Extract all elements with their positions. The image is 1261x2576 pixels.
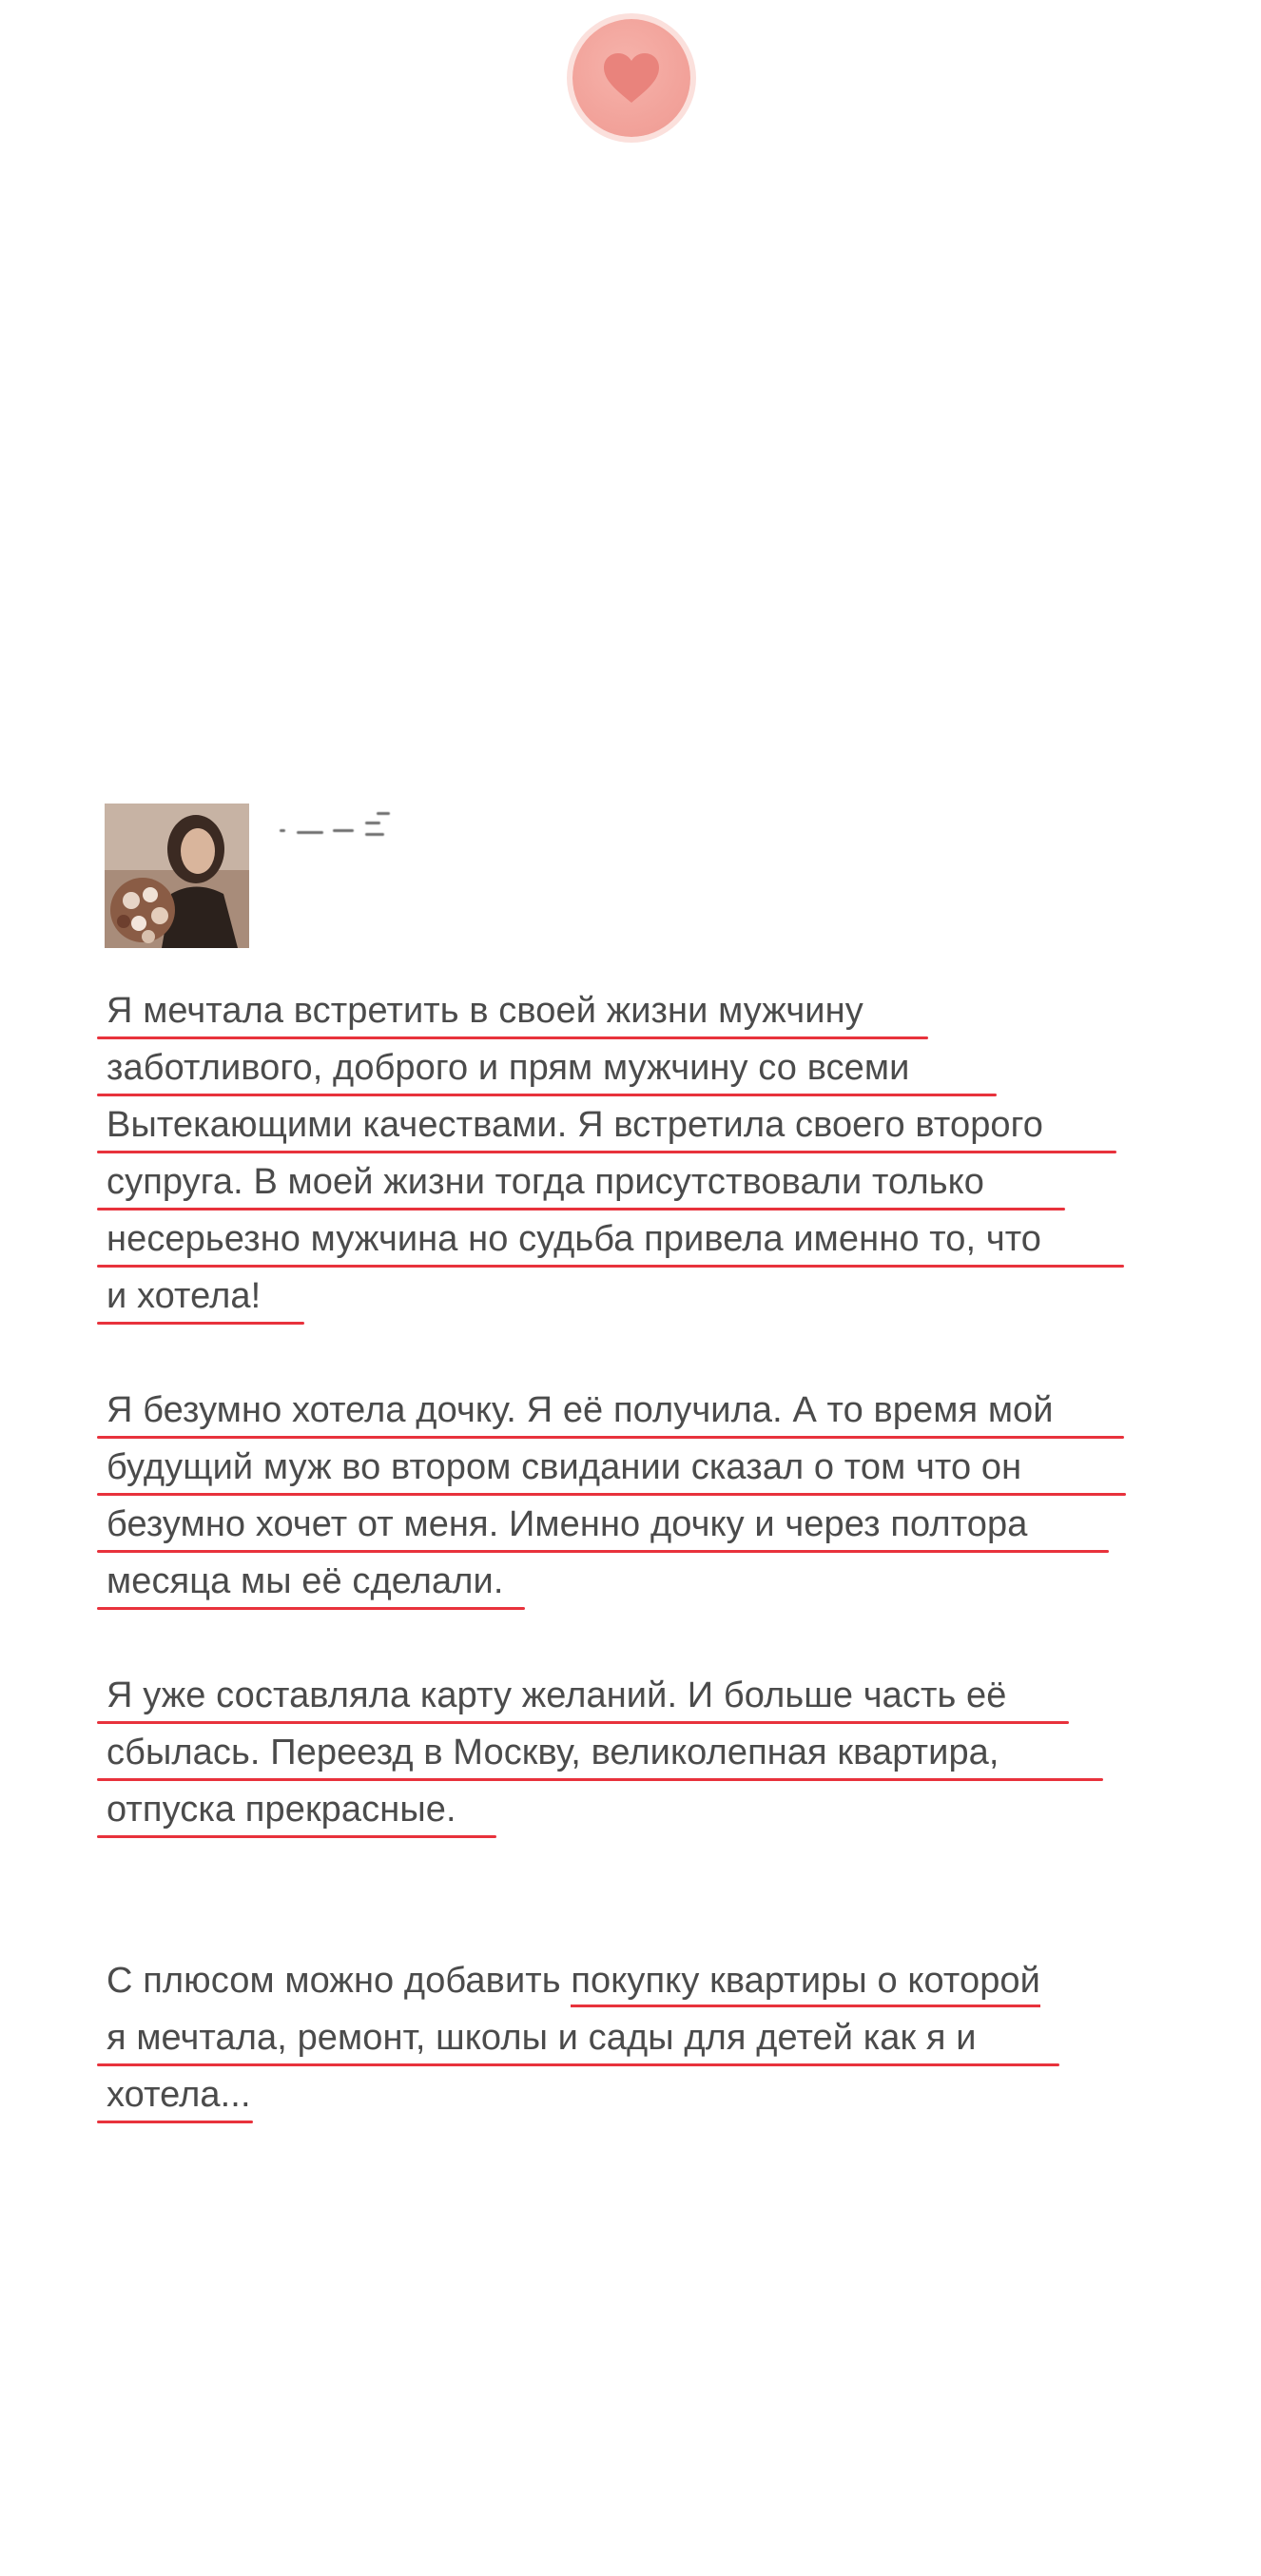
text-line: Я безумно хотела дочку. Я её получила. А то время мой <box>107 1386 1153 1443</box>
user-avatar-photo <box>105 804 249 948</box>
username-redacted <box>278 808 449 846</box>
text-line: Я мечтала встретить в своей жизни мужчину <box>107 987 1153 1044</box>
text-line: Вытекающими качествами. Я встретила своего второго <box>107 1101 1153 1158</box>
text-line: отпуска прекрасные. <box>107 1786 1153 1843</box>
text-line: несерьезно мужчина но судьба привела именно то, что <box>107 1215 1153 1272</box>
text-line: С плюсом можно добавить покупку квартиры о которой <box>107 1957 1153 2014</box>
text-line: будущий муж во втором свидании сказал о том что он <box>107 1443 1153 1501</box>
text-line: супруга. В моей жизни тогда присутствовали только <box>107 1158 1153 1215</box>
heart-icon <box>602 51 661 105</box>
text-line: сбылась. Переезд в Москву, великолепная квартира, <box>107 1729 1153 1786</box>
text-line: я мечтала, ремонт, школы и сады для детей как я и <box>107 2014 1153 2071</box>
text-line: хотела... <box>107 2071 1153 2128</box>
text-line: месяца мы её сделали. <box>107 1558 1153 1615</box>
heart-badge[interactable] <box>572 19 690 137</box>
text-line: заботливого, доброго и прям мужчину со всеми <box>107 1044 1153 1101</box>
post-text <box>107 987 1153 2128</box>
avatar[interactable] <box>105 804 249 948</box>
text-line: безумно хочет от меня. Именно дочку и через полтора <box>107 1501 1153 1558</box>
text-line: и хотела! <box>107 1272 1153 1329</box>
text-line: Я уже составляла карту желаний. И больше часть её <box>107 1672 1153 1729</box>
